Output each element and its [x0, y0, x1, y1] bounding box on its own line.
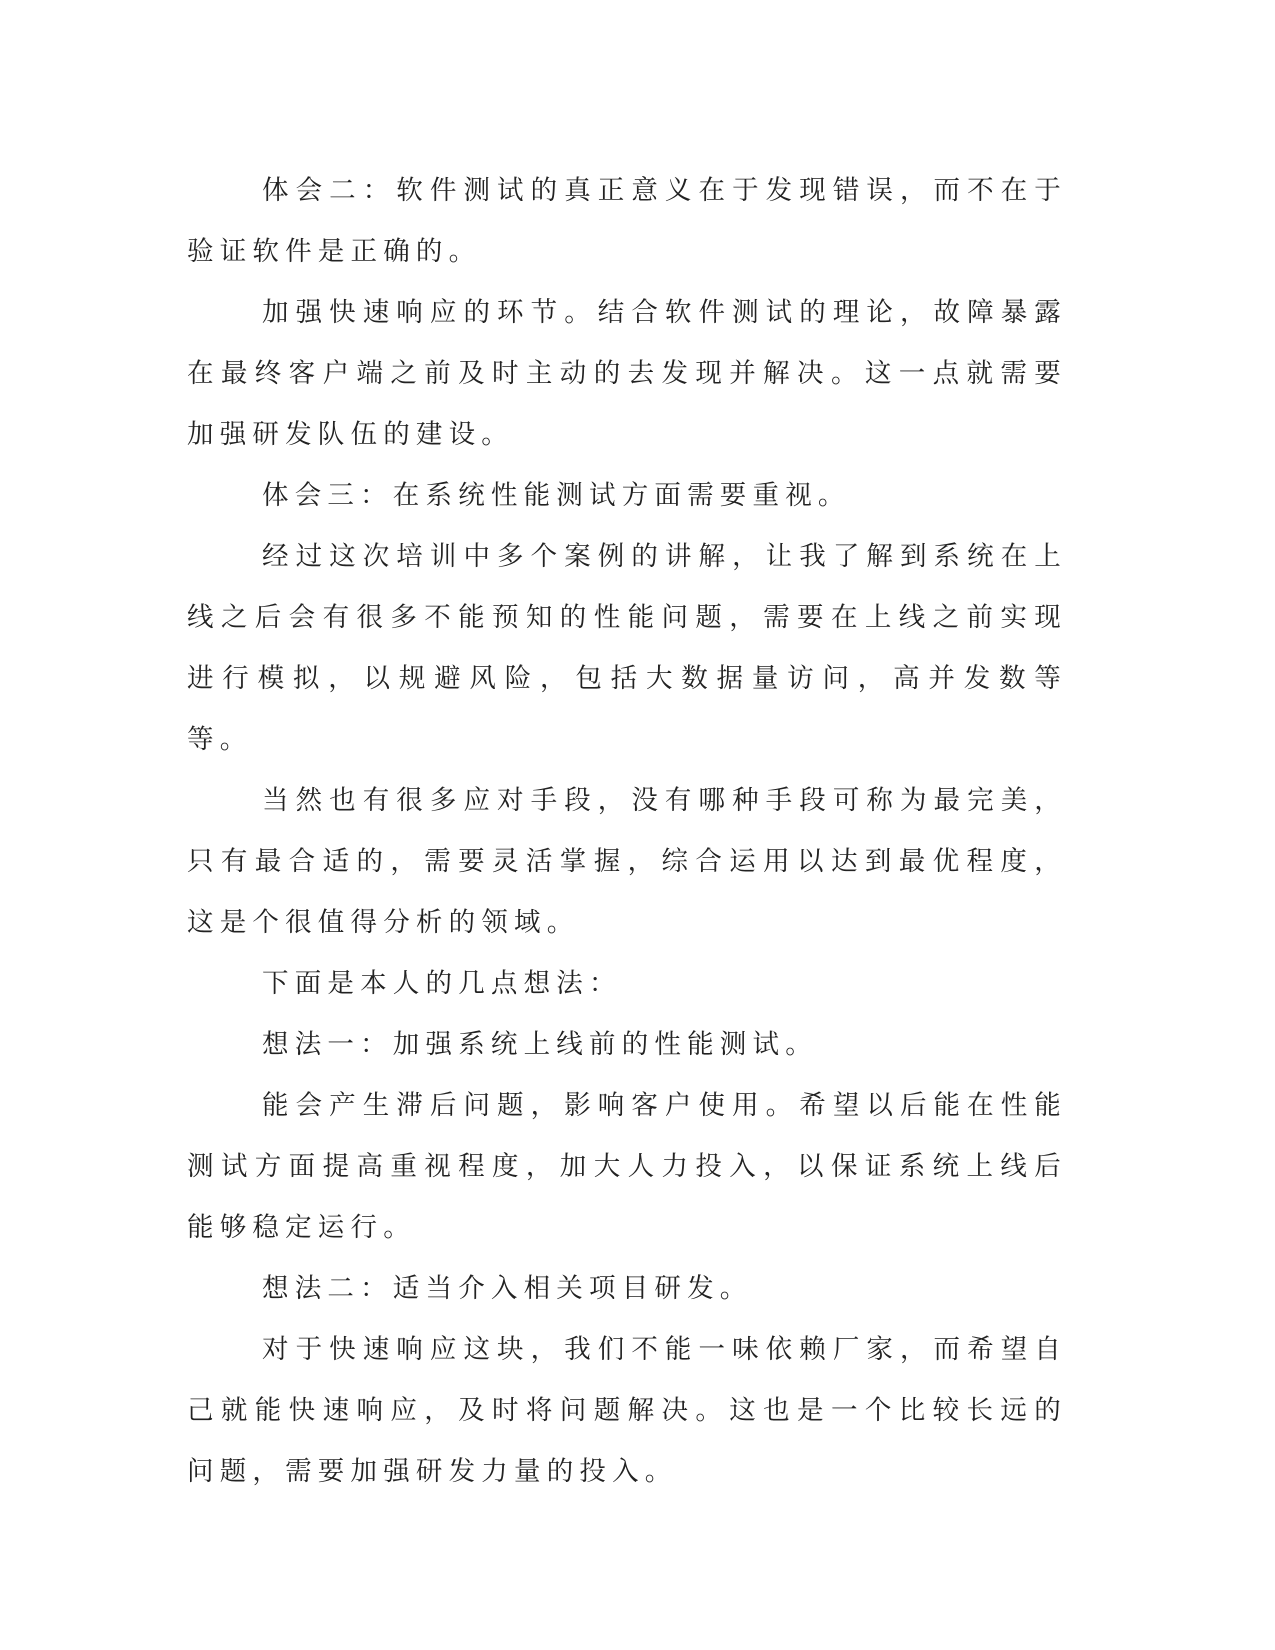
- paragraph-insight-three: 体会三：在系统性能测试方面需要重视。: [262, 480, 851, 511]
- paragraph-idea-one: 想法一：加强系统上线前的性能测试。: [262, 1029, 818, 1060]
- paragraph-idea-two: 想法二：适当介入相关项目研发。: [262, 1273, 753, 1304]
- paragraph-countermeasures: 当然也有很多应对手段，没有哪种手段可称为最完美，只有最合适的，需要灵活掌握，综合运用以达到最优程度，这是个很值得分析的领域。: [187, 785, 1067, 938]
- paragraph-quick-response: 加强快速响应的环节。结合软件测试的理论，故障暴露在最终客户端之前及时主动的去发现并解决。这一点就需要加强研发队伍的建设。: [187, 297, 1067, 450]
- paragraph-insight-two: 体会二：软件测试的真正意义在于发现错误，而不在于验证软件是正确的。: [187, 175, 1067, 267]
- document-body: [187, 160, 1067, 1502]
- paragraph-ideas-intro: 下面是本人的几点想法：: [262, 968, 622, 999]
- paragraph-training-cases: 经过这次培训中多个案例的讲解，让我了解到系统在上线之后会有很多不能预知的性能问题，需要在上线之前实现进行模拟，以规避风险，包括大数据量访问，高并发数等等。: [187, 541, 1067, 755]
- paragraph-idea-one-detail: 能会产生滞后问题，影响客户使用。希望以后能在性能测试方面提高重视程度，加大人力投入，以保证系统上线后能够稳定运行。: [187, 1090, 1067, 1243]
- paragraph-idea-two-detail: 对于快速响应这块，我们不能一味依赖厂家，而希望自己就能快速响应，及时将问题解决。这也是一个比较长远的问题，需要加强研发力量的投入。: [187, 1334, 1067, 1487]
